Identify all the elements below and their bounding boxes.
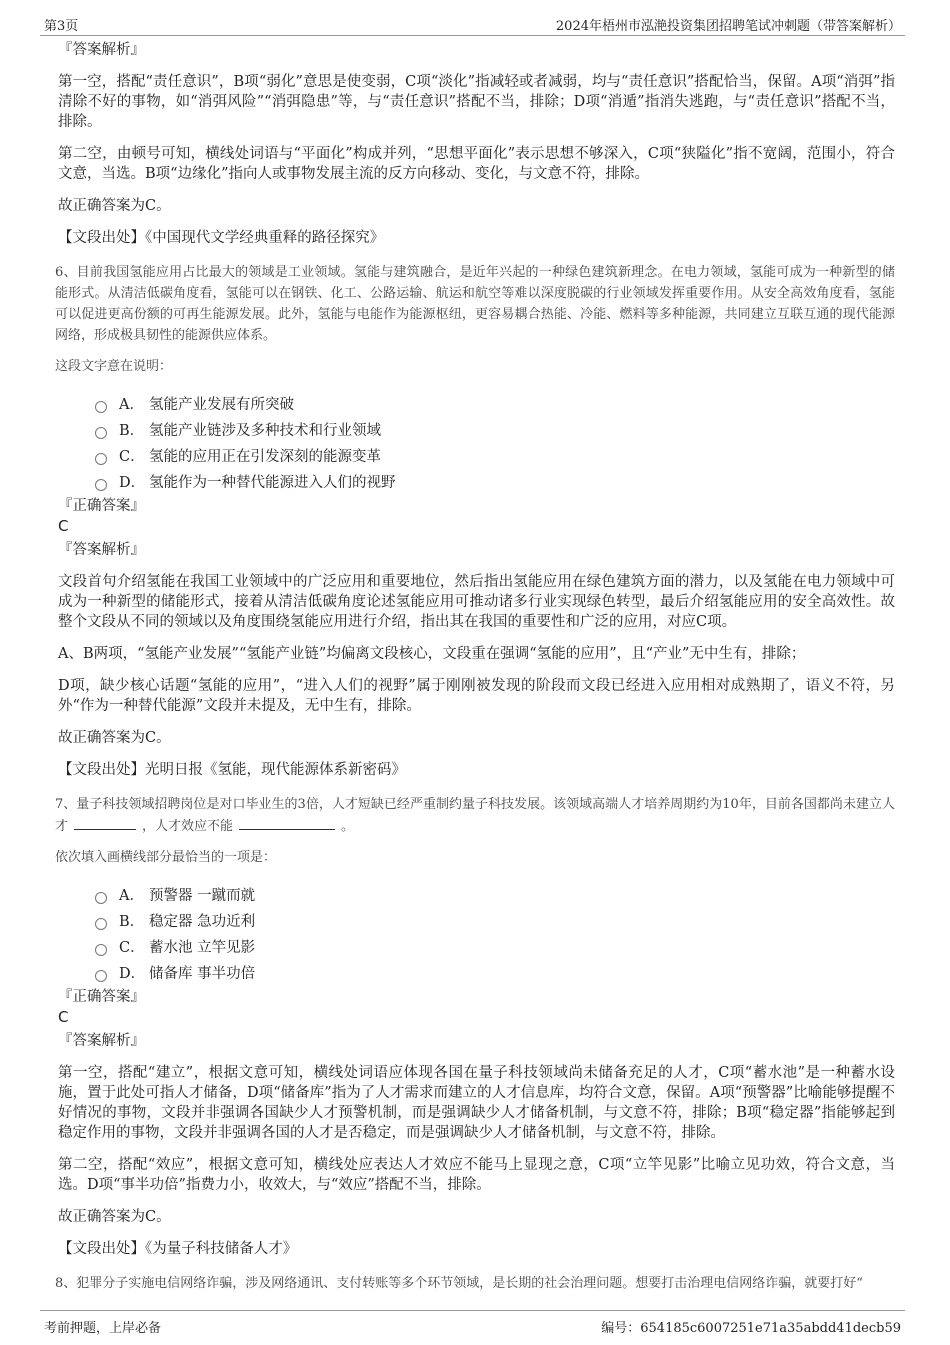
question-7-text: 7、量子科技领域招聘岗位是对口毕业生的3倍，人才短缺已经严重制约量子科技发展。该领域高端人才培养周期约为10年，目前各国都尚未建立人才 ，人才效应不能 。	[55, 797, 895, 834]
q6-analysis-3: D项，缺少核心话题“氢能的应用”，“进入人们的视野”属于刚刚被发现的阶段而文段已经进入应用相对成熟期了，语义不符，另外“作为一种替代能源”文段并未提及，无中生有，排除。	[58, 678, 895, 714]
prev-analysis-label: 『答案解析』	[58, 42, 145, 58]
q7-analysis-1: 第一空，搭配“建立”，根据文意可知，横线处词语应体现各国在量子科技领域尚未储备充足的人才，C项“蓄水池”是一种蓄水设施，置于此处可指人才储备，D项“储备库”指为了人才需求而建立的人才信息库，均符合文意，保留。A项“预警器”比喻能够提醒不好情况的事物，文段并非强调各国缺少人才预警机制，而是强调缺少人才储备机制，与文意不符，排除；B项“稳定器”指能够起到稳定作用的事物，文段并非强调各国的人才是否稳定，而是强调缺少人才储备机制，与文意不符，排除。	[58, 1065, 895, 1141]
page-footer	[40, 1310, 905, 1336]
q7-analysis-label: 『答案解析』	[58, 1033, 145, 1049]
radio-icon[interactable]	[95, 453, 107, 465]
q6-analysis-2: A、B两项，“氢能产业发展”“氢能产业链”均偏离文段核心，文段重在强调“氢能的应用”，且“产业”无中生有，排除；	[58, 646, 806, 662]
radio-icon[interactable]	[95, 892, 107, 904]
q7-answer: C	[58, 1008, 69, 1026]
question-6-options	[95, 392, 895, 496]
q6-option-c[interactable]: C． 氢能的应用正在引发深刻的能源变革	[95, 444, 895, 470]
question-7-options	[95, 883, 895, 987]
q6-answer: C	[58, 517, 69, 535]
question-8-text: 8、犯罪分子实施电信网络诈骗，涉及网络通讯、支付转账等多个环节领域，是长期的社会治理问题。想要打击治理电信网络诈骗，就要打好“	[55, 1276, 863, 1291]
q7-option-d[interactable]: D． 储备库 事半功倍	[95, 961, 895, 987]
question-6-prompt: 这段文字意在说明：	[55, 359, 173, 374]
q6-analysis-4: 故正确答案为C。	[58, 730, 171, 746]
document-title: 2024年梧州市泓滟投资集团招聘笔试冲刺题（带答案解析）	[555, 19, 901, 34]
radio-icon[interactable]	[95, 944, 107, 956]
prev-analysis-1: 第一空，搭配“责任意识”，B项“弱化”意思是使变弱，C项“淡化”指减轻或者减弱，均与“责任意识”搭配恰当，保留。A项“消弭”指清除不好的事物，如“消弭风险”“消弭隐患”等，与“责任意识”搭配不当，排除；D项“消遁”指消失逃跑，与“责任意识”搭配不当，排除。	[58, 74, 895, 130]
radio-icon[interactable]	[95, 401, 107, 413]
q6-analysis-1: 文段首句介绍氢能在我国工业领域中的广泛应用和重要地位，然后指出氢能应用在绿色建筑方面的潜力，以及氢能在电力领域中可成为一种新型的储能形式，接着从清洁低碳角度论述氢能应用可推动诸多行业实现绿色转型，最后介绍氢能应用的安全高效性。故整个文段从不同的领域以及角度围绕氢能应用进行介绍，指出其在我国的重要性和广泛的应用，对应C项。	[58, 574, 895, 630]
q7-option-c[interactable]: C． 蓄水池 立竿见影	[95, 935, 895, 961]
radio-icon[interactable]	[95, 479, 107, 491]
q7-option-b[interactable]: B． 稳定器 急功近利	[95, 909, 895, 935]
blank-2	[239, 815, 335, 830]
question-7-prompt: 依次填入画横线部分最恰当的一项是：	[55, 850, 277, 865]
q7-analysis-3: 故正确答案为C。	[58, 1209, 171, 1225]
prev-analysis-2: 第二空，由顿号可知，横线处词语与“平面化”构成并列，“思想平面化”表示思想不够深入，C项“狭隘化”指不宽阔，范围小，符合文意，当选。B项“边缘化”指向人或事物发展主流的反方向移动、变化，与文意不符，排除。	[58, 146, 895, 182]
q7-answer-label: 『正确答案』	[58, 989, 145, 1005]
q6-option-a[interactable]: A． 氢能产业发展有所突破	[95, 392, 895, 418]
q6-answer-label: 『正确答案』	[58, 498, 145, 514]
blank-1	[74, 815, 136, 830]
prev-source: 【文段出处】《中国现代文学经典重释的路径探究》	[58, 230, 385, 246]
radio-icon[interactable]	[95, 427, 107, 439]
footer-slogan: 考前押题，上岸必备	[44, 1321, 162, 1336]
question-6-text: 6、目前我国氢能应用占比最大的领域是工业领域。氢能与建筑融合，是近年兴起的一种绿色建筑新理念。在电力领域，氢能可成为一种新型的储能形式。从清洁低碳角度看，氢能可以在钢铁、化工、公路运输、航运和航空等难以深度脱碳的行业领域发挥重要作用。从安全高效角度看，氢能可以促进更高份额的可再生能源发展。此外，氢能与电能作为能源枢纽，更容易耦合热能、冷能、燃料等多种能源，共同建立互联互通的现代能源网络，形成极具韧性的能源供应体系。	[55, 265, 895, 343]
q7-analysis-2: 第二空，搭配“效应”，根据文意可知，横线处应表达人才效应不能马上显现之意，C项“立竿见影”比喻立见功效，符合文意，当选。D项“事半功倍”指费力小，收效大，与“效应”搭配不当，排除。	[58, 1157, 895, 1193]
prev-analysis-3: 故正确答案为C。	[58, 198, 171, 214]
page-number: 第3页	[44, 19, 79, 34]
q6-source: 【文段出处】光明日报《氢能，现代能源体系新密码》	[58, 762, 406, 778]
q7-source: 【文段出处】《为量子科技储备人才》	[58, 1241, 298, 1257]
q6-analysis-label: 『答案解析』	[58, 542, 145, 558]
page-content	[55, 40, 895, 1306]
q7-option-a[interactable]: A． 预警器 一蹴而就	[95, 883, 895, 909]
q6-option-d[interactable]: D． 氢能作为一种替代能源进入人们的视野	[95, 470, 895, 496]
radio-icon[interactable]	[95, 918, 107, 930]
document-id: 编号：654185c6007251e71a35abdd41decb59	[601, 1321, 901, 1336]
q6-option-b[interactable]: B． 氢能产业链涉及多种技术和行业领域	[95, 418, 895, 444]
page-header	[40, 13, 905, 36]
radio-icon[interactable]	[95, 970, 107, 982]
